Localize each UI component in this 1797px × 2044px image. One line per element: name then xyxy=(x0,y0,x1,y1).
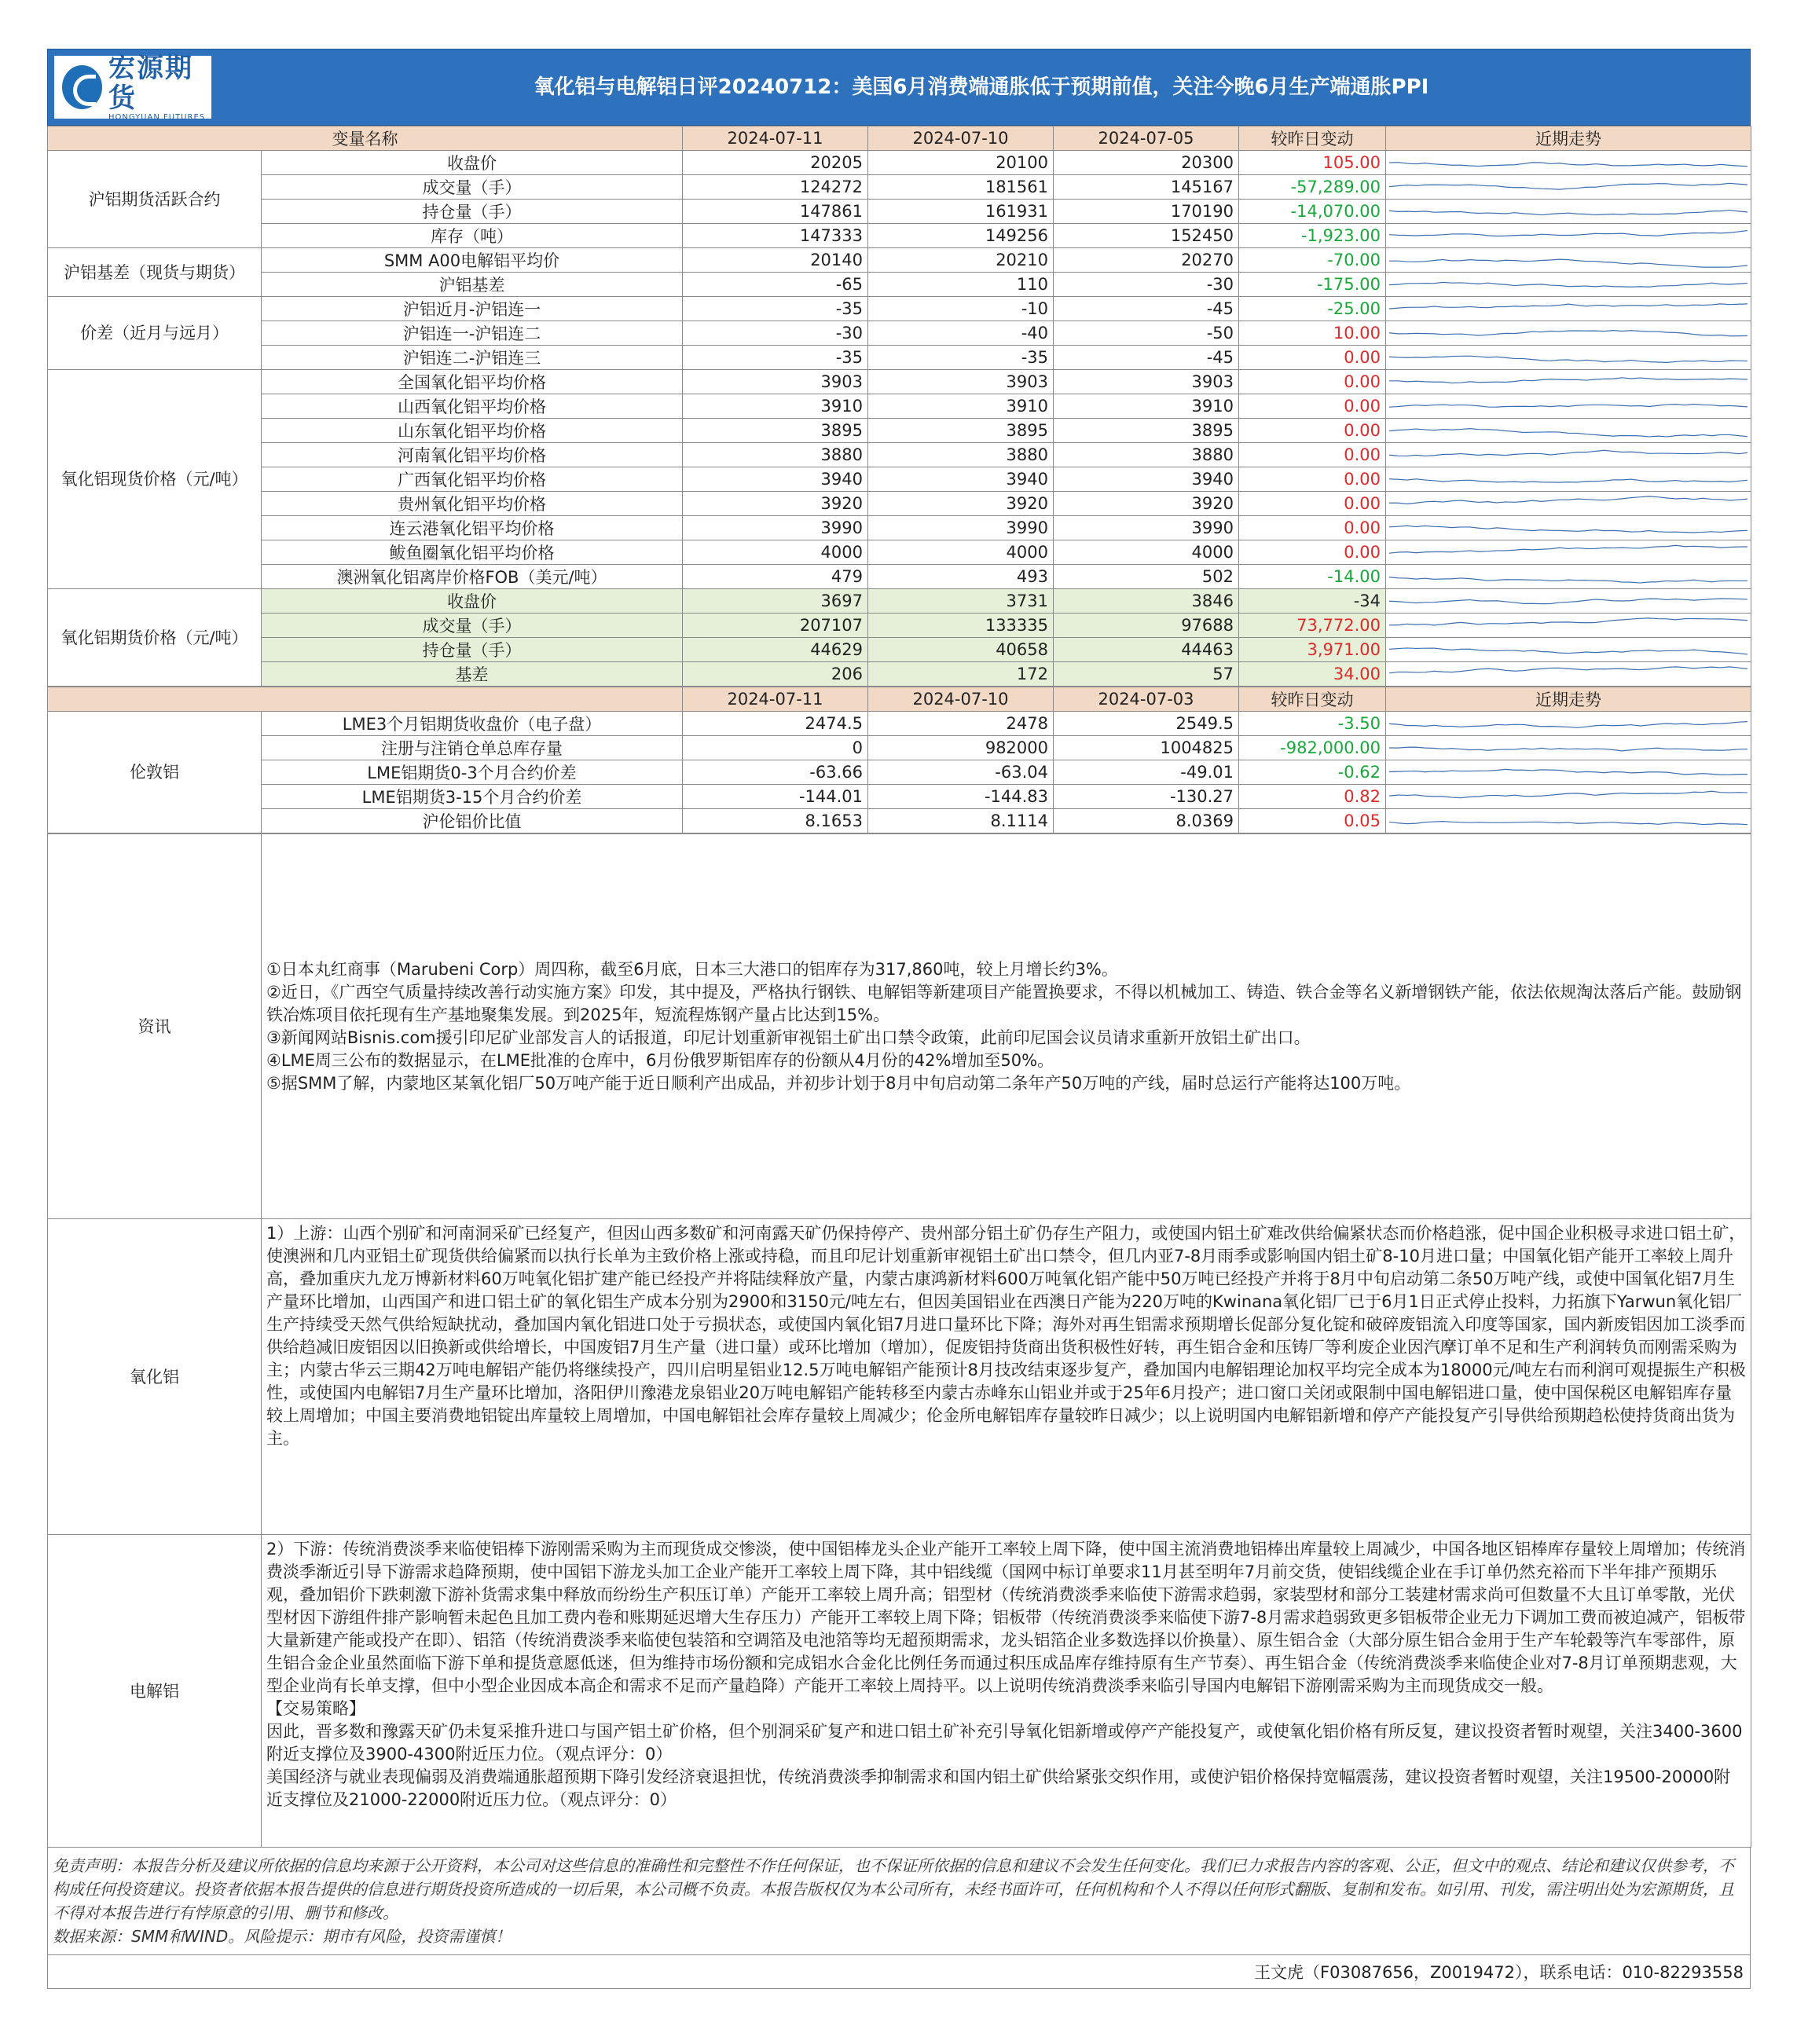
trend-sparkline xyxy=(1386,662,1751,687)
news-item: ②近日，《广西空气质量持续改善行动实施方案》印发，其中提及，严格执行钢铁、电解铝等新建项目产能置换要求，不得以机械加工、铸造、铁合金等名义新增钢铁产能，依法依规淘汰落后产能。鼓励钢铁冶炼项目依托现有生产基地聚集发展。到2025年，短流程炼钢产量占比达到15%。 xyxy=(266,982,1742,1024)
sparkline-line xyxy=(1389,356,1747,362)
table-row xyxy=(48,516,1751,540)
sparkline-chart xyxy=(1389,177,1747,197)
row-label: 成交量（手） xyxy=(262,175,683,200)
row-label: SMM A00电解铝平均价 xyxy=(262,248,683,273)
sparkline-line xyxy=(1389,163,1747,167)
row-label: 山东氧化铝平均价格 xyxy=(262,419,683,443)
value-cell: 4000 xyxy=(1054,540,1239,565)
value-cell: 3940 xyxy=(1054,467,1239,492)
change-cell: 0.00 xyxy=(1239,540,1386,565)
sparkline-line xyxy=(1389,282,1747,287)
group-label: 氧化铝期货价格（元/吨） xyxy=(48,589,262,687)
value-cell: 145167 xyxy=(1054,175,1239,200)
value-cell: 8.1114 xyxy=(868,809,1054,833)
disclaimer-text: 免责声明：本报告分析及建议所依据的信息均来源于公开资料，本公司对这些信息的准确性和完整性不作任何保证，也不保证所依据的信息和建议不会发生任何变化。我们已力求报告内容的客观、公正，但文中的观点、结论和建议仅供参考，不构成任何投资建议。投资者依据本报告提供的信息进行期货投资所造成的一切后果，本公司概不负责。本报告版权仅为本公司所有，未经书面许可，任何机构和个人不得以任何形式翻版、复制和发布。如引用、刊发，需注明出处为宏源期货，且不得对本报告进行有悖原意的引用、删节和修改。 xyxy=(53,1856,1734,1922)
change-cell: 0.00 xyxy=(1239,346,1386,370)
group-label: 价差（近月与远月） xyxy=(48,297,262,370)
value-cell: 161931 xyxy=(868,200,1054,224)
row-label: 澳洲氧化铝离岸价格FOB（美元/吨） xyxy=(262,565,683,589)
sparkline-line xyxy=(1389,747,1747,751)
news-content xyxy=(262,834,1751,1219)
change-cell: 0.00 xyxy=(1239,394,1386,419)
value-cell: 3990 xyxy=(683,516,868,540)
strategy-title: 【交易策略】 xyxy=(266,1699,365,1718)
sparkline-chart xyxy=(1389,396,1747,416)
value-cell: 3880 xyxy=(868,443,1054,467)
value-cell: 0 xyxy=(683,736,868,760)
trend-sparkline xyxy=(1386,736,1751,760)
report-title: 氧化铝与电解铝日评20240712：美国6月消费端通胀低于预期前值，关注今晚6月生产端通胀PPI xyxy=(534,75,1429,99)
trend-sparkline xyxy=(1386,297,1751,321)
row-label: 沪伦铝价比值 xyxy=(262,809,683,833)
sparkline-chart xyxy=(1389,420,1747,441)
sparkline-line xyxy=(1389,618,1747,625)
sparkline-chart xyxy=(1389,738,1747,758)
sparkline-chart xyxy=(1389,566,1747,587)
value-cell: -35 xyxy=(683,297,868,321)
value-cell: 3910 xyxy=(683,394,868,419)
value-cell: 4000 xyxy=(868,540,1054,565)
sparkline-line xyxy=(1389,526,1747,533)
sparkline-line xyxy=(1389,648,1747,654)
row-label: 广西氧化铝平均价格 xyxy=(262,467,683,492)
change-cell: 3,971.00 xyxy=(1239,638,1386,662)
row-label: 沪铝连二-沪铝连三 xyxy=(262,346,683,370)
value-cell: -63.66 xyxy=(683,760,868,785)
value-cell: 3895 xyxy=(1054,419,1239,443)
logo-cn: 宏源期货 xyxy=(108,52,193,114)
row-label: 注册与注销仓单总库存量 xyxy=(262,736,683,760)
sparkline-chart xyxy=(1389,542,1747,562)
sparkline-chart xyxy=(1389,615,1747,636)
sparkline-line xyxy=(1389,769,1747,775)
sparkline-line xyxy=(1389,211,1747,215)
table-row xyxy=(48,443,1751,467)
value-cell: 8.0369 xyxy=(1054,809,1239,833)
value-cell: 3990 xyxy=(1054,516,1239,540)
trend-sparkline xyxy=(1386,467,1751,492)
sparkline-chart xyxy=(1389,639,1747,660)
row-label: 贵州氧化铝平均价格 xyxy=(262,492,683,516)
sparkline-chart xyxy=(1389,786,1747,807)
row-label: 成交量（手） xyxy=(262,614,683,638)
strategy-alumina: 因此，晋多数和豫露天矿仍未复采推升进口与国产铝土矿价格，但个别洞采矿复产和进口铝土矿补充引导氧化铝新增或停产产能投复产，或使氧化铝价格有所反复，建议投资者暂时观望，关注3400-3600附近支撑位及3900-4300附近压力位。（观点评分：0） xyxy=(266,1722,1743,1764)
table-row xyxy=(48,540,1751,565)
value-cell: -35 xyxy=(868,346,1054,370)
trend-sparkline xyxy=(1386,785,1751,809)
trend-sparkline xyxy=(1386,809,1751,833)
value-cell: 147333 xyxy=(683,224,868,248)
trend-sparkline xyxy=(1386,321,1751,346)
row-label: 持仓量（手） xyxy=(262,638,683,662)
value-cell: -144.83 xyxy=(868,785,1054,809)
sparkline-line xyxy=(1389,577,1747,583)
downstream-analysis: 2）下游：传统消费淡季来临使铝棒下游刚需采购为主而现货成交惨淡，使中国铝棒龙头企业产能开工率较上周下降，使中国主流消费地铝棒出库量较上周减少，中国各地区铝棒库存量较上周增加；传统消费淡季渐近引导下游需求趋降预期，使中国铝下游龙头加工企业产能开工率较上周下降，其中铝线缆（国网中标订单要求11月甚至明年7月前交货，使铝线缆企业在手订单仍然充裕而下半年排产预期乐观，叠加铝价下跌刺激下游补货需求集中释放而纷纷生产积压订单）产能开工率较上周升高；铝型材（传统消费淡季来临使下游需求趋弱，家装型材和部分工装建材需求尚可但数量不大且订单零散，光伏型材因下游组件排产影响暂未起色且加工费内卷和账期延迟增大生存压力）产能开工率较上周下降；铝板带（传统消费淡季来临使下游7-8月需求趋弱致更多铝板带企业无力下调加工费而被迫减产，铝板带大量新建产能或投产在即）、铝箔（传统消费淡季来临使包装箔和空调箔及电池箔等均无超预期需求，龙头铝箔企业多数选择以价换量）、原生铝合金（大部分原生铝合金用于生产车轮毂等汽车零部件，原生铝合金企业虽然面临下游下单和提货意愿低迷，但为维持市场份额和完成铝水合金化比例任务而通过积压成品库存维持原有生产节奏）、再生铝合金（传统消费淡季来临使企业对7-8月订单预期悲观，大型企业尚有长单支撑，但中小型企业因成本高企和需求不足而产量趋降）产能开工率较上周持平。以上说明传统消费淡季来临引导国内电解铝下游刚需采购为主而现货成交一般。 xyxy=(266,1540,1746,1695)
value-cell: 3697 xyxy=(683,589,868,614)
sparkline-chart xyxy=(1389,225,1747,246)
trend-sparkline xyxy=(1386,516,1751,540)
domestic-data-table xyxy=(47,126,1751,687)
value-cell: 147861 xyxy=(683,200,868,224)
column-header: 近期走势 xyxy=(1386,126,1751,151)
value-cell: 1004825 xyxy=(1054,736,1239,760)
value-cell: 3920 xyxy=(868,492,1054,516)
trend-sparkline xyxy=(1386,760,1751,785)
column-header: 2024-07-10 xyxy=(868,126,1054,151)
value-cell: 3880 xyxy=(1054,443,1239,467)
logo-en: HONGYUAN FUTURES xyxy=(108,112,206,122)
value-cell: 110 xyxy=(868,273,1054,297)
value-cell: -35 xyxy=(683,346,868,370)
logo-mark-icon xyxy=(62,65,102,109)
trend-sparkline xyxy=(1386,224,1751,248)
value-cell: 3880 xyxy=(683,443,868,467)
change-cell: 73,772.00 xyxy=(1239,614,1386,638)
change-cell: -0.62 xyxy=(1239,760,1386,785)
value-cell: 3895 xyxy=(683,419,868,443)
news-item: ③新闻网站Bisnis.com援引印尼矿业部发言人的话报道，印尼计划重新审视铝土矿出口禁令政策，此前印尼国会议员请求重新开放铝土矿出口。 xyxy=(266,1027,1311,1047)
table-row xyxy=(48,394,1751,419)
aluminum-label: 电解铝 xyxy=(48,1535,262,1848)
value-cell: 479 xyxy=(683,565,868,589)
column-header: 较昨日变动 xyxy=(1239,126,1386,151)
value-cell: 3731 xyxy=(868,589,1054,614)
change-cell: -1,923.00 xyxy=(1239,224,1386,248)
data-source: 数据来源：SMM和WIND。风险提示：期市有风险，投资需谨慎！ xyxy=(53,1927,512,1946)
alumina-label: 氧化铝 xyxy=(48,1219,262,1535)
table-row xyxy=(48,760,1751,785)
value-cell: 3903 xyxy=(868,370,1054,394)
sparkline-chart xyxy=(1389,469,1747,489)
value-cell: 20270 xyxy=(1054,248,1239,273)
value-cell: -49.01 xyxy=(1054,760,1239,785)
change-cell: 105.00 xyxy=(1239,151,1386,175)
commentary-table xyxy=(47,833,1751,1848)
trend-sparkline xyxy=(1386,419,1751,443)
lme-data-table xyxy=(47,687,1751,833)
group-label: 沪铝基差（现货与期货） xyxy=(48,248,262,297)
sparkline-line xyxy=(1389,822,1747,825)
trend-sparkline xyxy=(1386,346,1751,370)
sparkline-chart xyxy=(1389,811,1747,831)
value-cell: 172 xyxy=(868,662,1054,687)
trend-sparkline xyxy=(1386,712,1751,736)
value-cell: 124272 xyxy=(683,175,868,200)
table-row xyxy=(48,589,1751,614)
column-header: 2024-07-11 xyxy=(683,687,868,712)
value-cell: 3903 xyxy=(683,370,868,394)
change-cell: 34.00 xyxy=(1239,662,1386,687)
change-cell: -14,070.00 xyxy=(1239,200,1386,224)
author-contact: 王文虎（F03087656，Z0019472），联系电话：010-82293558 xyxy=(47,1955,1751,1989)
group-label: 氧化铝现货价格（元/吨） xyxy=(48,370,262,589)
sparkline-line xyxy=(1389,304,1747,309)
value-cell: -63.04 xyxy=(868,760,1054,785)
table-header-row xyxy=(48,687,1751,712)
sparkline-line xyxy=(1389,599,1747,604)
value-cell: 44629 xyxy=(683,638,868,662)
value-cell: 3920 xyxy=(683,492,868,516)
news-item: ①日本丸红商事（Marubeni Corp）周四称，截至6月底，日本三大港口的铝库存为317,860吨，较上月增长约3%。 xyxy=(266,959,1118,979)
value-cell: 3910 xyxy=(1054,394,1239,419)
value-cell: -130.27 xyxy=(1054,785,1239,809)
trend-sparkline xyxy=(1386,638,1751,662)
sparkline-chart xyxy=(1389,274,1747,295)
sparkline-line xyxy=(1389,183,1747,189)
table-row xyxy=(48,370,1751,394)
value-cell: 97688 xyxy=(1054,614,1239,638)
value-cell: 3940 xyxy=(683,467,868,492)
value-cell: -45 xyxy=(1054,346,1239,370)
value-cell: 20300 xyxy=(1054,151,1239,175)
value-cell: 40658 xyxy=(868,638,1054,662)
change-cell: 0.00 xyxy=(1239,443,1386,467)
trend-sparkline xyxy=(1386,200,1751,224)
sparkline-line xyxy=(1389,667,1747,673)
row-label: LME铝期货3-15个月合约价差 xyxy=(262,785,683,809)
column-header: 近期走势 xyxy=(1386,687,1751,712)
table-row xyxy=(48,614,1751,638)
aluminum-analysis xyxy=(262,1535,1751,1848)
sparkline-chart xyxy=(1389,664,1747,684)
value-cell: 20205 xyxy=(683,151,868,175)
change-cell: -3.50 xyxy=(1239,712,1386,736)
value-cell: 3990 xyxy=(868,516,1054,540)
change-cell: 10.00 xyxy=(1239,321,1386,346)
table-row xyxy=(48,736,1751,760)
sparkline-chart xyxy=(1389,201,1747,222)
column-header: 2024-07-03 xyxy=(1054,687,1239,712)
table-row xyxy=(48,297,1751,321)
sparkline-line xyxy=(1389,405,1747,408)
row-label: 河南氧化铝平均价格 xyxy=(262,443,683,467)
table-row xyxy=(48,638,1751,662)
value-cell: 982000 xyxy=(868,736,1054,760)
trend-sparkline xyxy=(1386,175,1751,200)
value-cell: -65 xyxy=(683,273,868,297)
table-header-row xyxy=(48,126,1751,151)
value-cell: 3920 xyxy=(1054,492,1239,516)
table-row xyxy=(48,273,1751,297)
sparkline-chart xyxy=(1389,518,1747,538)
table-row xyxy=(48,419,1751,443)
column-header-variable: 变量名称 xyxy=(48,126,683,151)
sparkline-line xyxy=(1389,450,1747,456)
trend-sparkline xyxy=(1386,248,1751,273)
sparkline-chart xyxy=(1389,347,1747,368)
sparkline-line xyxy=(1389,791,1747,797)
value-cell: 3846 xyxy=(1054,589,1239,614)
change-cell: 0.82 xyxy=(1239,785,1386,809)
table-row xyxy=(48,321,1751,346)
value-cell: -30 xyxy=(683,321,868,346)
change-cell: -34 xyxy=(1239,589,1386,614)
trend-sparkline xyxy=(1386,443,1751,467)
row-label: 山西氧化铝平均价格 xyxy=(262,394,683,419)
table-row xyxy=(48,565,1751,589)
row-label: 收盘价 xyxy=(262,151,683,175)
value-cell: 4000 xyxy=(683,540,868,565)
alumina-analysis: 1）上游：山西个别矿和河南洞采矿已经复产，但因山西多数矿和河南露天矿仍保持停产、贵州部分铝土矿仍存生产阻力，或使国内铝土矿难改供给偏紧状态而价格趋涨，促中国企业积极寻求进口铝土矿，使澳洲和几内亚铝土矿现货供给偏紧而以执行长单为主致价格上涨或持稳，而且印尼计划重新审视铝土矿出口禁令，但几内亚7-8月雨季或影响国内铝土矿8-10月进口量；中国氧化铝产能开工率较上周升高，叠加重庆九龙万博新材料60万吨氧化铝扩建产能已经投产并将陆续释放产量，内蒙古康鸿新材料600万吨氧化铝产能中50万吨已经投产并将于8月中旬启动第二条50万吨产线，或使中国氧化铝7月生产量环比增加，山西国产和进口铝土矿的氧化铝生产成本分别为2900和3150元/吨左右，但因美国铝业在西澳日产能为220万吨的Kwinana氧化铝厂已于6月1日正式停止投料，力拓旗下Yarwun氧化铝厂生产持续受天然气供给短缺扰动，叠加国内氧化铝进口处于亏损状态，或使国内氧化铝7月进口量环比下降；海外对再生铝需求预期增长促部分复化锭和破碎废铝流入印度等国家，国内新废铝因加工淡季而供给趋减旧废铝因以旧换新或供给增长，中国废铝7月生产量（进口量）或环比增加（增加），促废铝持货商出货积极性好转，再生铝合金和压铸厂等利废企业因汽摩订单不足和生产利润转负而刚需采购为主；内蒙古华云三期42万吨电解铝产能仍将继续投产，四川启明星铝业12.5万吨电解铝产能预计8月技改结束逐步复产，叠加国内电解铝理论加权平均完全成本为18000元/吨左右而利润可观提振生产积极性，或使国内电解铝7月生产量环比增加，洛阳伊川豫港龙泉铝业20万吨电解铝产能转移至内蒙古赤峰东山铝业并或于25年6月投产；进口窗口关闭或限制中国电解铝进口量，使中国保税区电解铝库存量较上周增加；中国主要消费地铝锭出库量较上周增加，中国电解铝社会库存量较上周减少；伦金所电解铝库存量较昨日减少；以上说明国内电解铝新增和停产产能投复产引导供给预期趋松使持货商出货为主。 xyxy=(262,1219,1751,1535)
sparkline-line xyxy=(1389,259,1747,267)
news-item: ⑤据SMM了解，内蒙地区某氧化铝厂50万吨产能于近日顺利产出成品，并初步计划于8月中旬启动第二条年产50万吨的产线，届时总运行产能将达100万吨。 xyxy=(266,1073,1411,1093)
value-cell: 2478 xyxy=(868,712,1054,736)
change-cell: 0.00 xyxy=(1239,516,1386,540)
value-cell: -40 xyxy=(868,321,1054,346)
table-row xyxy=(48,785,1751,809)
table-row xyxy=(48,712,1751,736)
row-label: 持仓量（手） xyxy=(262,200,683,224)
value-cell: 207107 xyxy=(683,614,868,638)
row-label: 沪铝近月-沪铝连一 xyxy=(262,297,683,321)
trend-sparkline xyxy=(1386,394,1751,419)
row-label: LME3个月铝期货收盘价（电子盘） xyxy=(262,712,683,736)
column-header: 2024-07-10 xyxy=(868,687,1054,712)
value-cell: 170190 xyxy=(1054,200,1239,224)
sparkline-line xyxy=(1389,545,1747,553)
sparkline-line xyxy=(1389,496,1747,504)
sparkline-line xyxy=(1389,331,1747,336)
table-row xyxy=(48,248,1751,273)
strategy-aluminum: 美国经济与就业表现偏弱及消费端通胀超预期下降引发经济衰退担忧，传统消费淡季抑制需求和国内铝土矿供给紧张交织作用，或使沪铝价格保持宽幅震荡，建议投资者暂时观望，关注19500-20000附近支撑位及21000-22000附近压力位。（观点评分：0） xyxy=(266,1767,1731,1809)
value-cell: 206 xyxy=(683,662,868,687)
sparkline-line xyxy=(1389,231,1747,236)
report-header xyxy=(47,49,1751,126)
change-cell: -175.00 xyxy=(1239,273,1386,297)
sparkline-chart xyxy=(1389,445,1747,465)
sparkline-line xyxy=(1389,378,1747,383)
value-cell: -50 xyxy=(1054,321,1239,346)
value-cell: 2474.5 xyxy=(683,712,868,736)
change-cell: -14.00 xyxy=(1239,565,1386,589)
news-label: 资讯 xyxy=(48,834,262,1219)
row-label: 全国氧化铝平均价格 xyxy=(262,370,683,394)
value-cell: 3903 xyxy=(1054,370,1239,394)
change-cell: -57,289.00 xyxy=(1239,175,1386,200)
change-cell: 0.00 xyxy=(1239,467,1386,492)
value-cell: 2549.5 xyxy=(1054,712,1239,736)
row-label: 基差 xyxy=(262,662,683,687)
row-label: 沪铝基差 xyxy=(262,273,683,297)
value-cell: 3910 xyxy=(868,394,1054,419)
table-row xyxy=(48,175,1751,200)
sparkline-chart xyxy=(1389,299,1747,319)
value-cell: 493 xyxy=(868,565,1054,589)
disclaimer xyxy=(47,1848,1751,1955)
change-cell: -25.00 xyxy=(1239,297,1386,321)
row-label: 鲅鱼圈氧化铝平均价格 xyxy=(262,540,683,565)
change-cell: 0.00 xyxy=(1239,419,1386,443)
sparkline-chart xyxy=(1389,372,1747,392)
row-label: 库存（吨） xyxy=(262,224,683,248)
value-cell: 57 xyxy=(1054,662,1239,687)
group-label: 沪铝期货活跃合约 xyxy=(48,151,262,248)
sparkline-line xyxy=(1389,429,1747,437)
sparkline-chart xyxy=(1389,323,1747,343)
column-header: 较昨日变动 xyxy=(1239,687,1386,712)
value-cell: 152450 xyxy=(1054,224,1239,248)
value-cell: -30 xyxy=(1054,273,1239,297)
report-page xyxy=(47,49,1751,1989)
sparkline-chart xyxy=(1389,152,1747,173)
column-header: 2024-07-05 xyxy=(1054,126,1239,151)
sparkline-chart xyxy=(1389,250,1747,270)
trend-sparkline xyxy=(1386,589,1751,614)
table-row xyxy=(48,346,1751,370)
value-cell: 3940 xyxy=(868,467,1054,492)
value-cell: -45 xyxy=(1054,297,1239,321)
value-cell: -144.01 xyxy=(683,785,868,809)
change-cell: 0.05 xyxy=(1239,809,1386,833)
change-cell: -70.00 xyxy=(1239,248,1386,273)
row-label: 连云港氧化铝平均价格 xyxy=(262,516,683,540)
trend-sparkline xyxy=(1386,273,1751,297)
sparkline-chart xyxy=(1389,713,1747,734)
change-cell: 0.00 xyxy=(1239,370,1386,394)
table-row xyxy=(48,809,1751,833)
change-cell: -982,000.00 xyxy=(1239,736,1386,760)
sparkline-chart xyxy=(1389,762,1747,782)
table-row xyxy=(48,492,1751,516)
table-row xyxy=(48,224,1751,248)
sparkline-chart xyxy=(1389,493,1747,514)
sparkline-line xyxy=(1389,722,1747,728)
row-label: 收盘价 xyxy=(262,589,683,614)
value-cell: 149256 xyxy=(868,224,1054,248)
row-label: 沪铝连一-沪铝连二 xyxy=(262,321,683,346)
table-row xyxy=(48,151,1751,175)
value-cell: 8.1653 xyxy=(683,809,868,833)
table-row xyxy=(48,662,1751,687)
value-cell: 20100 xyxy=(868,151,1054,175)
change-cell: 0.00 xyxy=(1239,492,1386,516)
trend-sparkline xyxy=(1386,370,1751,394)
company-logo xyxy=(54,52,211,122)
value-cell: 20140 xyxy=(683,248,868,273)
value-cell: 133335 xyxy=(868,614,1054,638)
table-row xyxy=(48,200,1751,224)
value-cell: 20210 xyxy=(868,248,1054,273)
trend-sparkline xyxy=(1386,565,1751,589)
value-cell: 44463 xyxy=(1054,638,1239,662)
value-cell: 3895 xyxy=(868,419,1054,443)
trend-sparkline xyxy=(1386,540,1751,565)
sparkline-chart xyxy=(1389,591,1747,611)
column-header-blank xyxy=(48,687,683,712)
trend-sparkline xyxy=(1386,614,1751,638)
sparkline-line xyxy=(1389,479,1747,482)
column-header: 2024-07-11 xyxy=(683,126,868,151)
trend-sparkline xyxy=(1386,151,1751,175)
table-row xyxy=(48,467,1751,492)
value-cell: 181561 xyxy=(868,175,1054,200)
group-label: 伦敦铝 xyxy=(48,712,262,833)
value-cell: 502 xyxy=(1054,565,1239,589)
value-cell: -10 xyxy=(868,297,1054,321)
row-label: LME铝期货0-3个月合约价差 xyxy=(262,760,683,785)
news-item: ④LME周三公布的数据显示，在LME批准的仓库中，6月份俄罗斯铝库存的份额从4月份的42%增加至50%。 xyxy=(266,1050,1054,1070)
trend-sparkline xyxy=(1386,492,1751,516)
